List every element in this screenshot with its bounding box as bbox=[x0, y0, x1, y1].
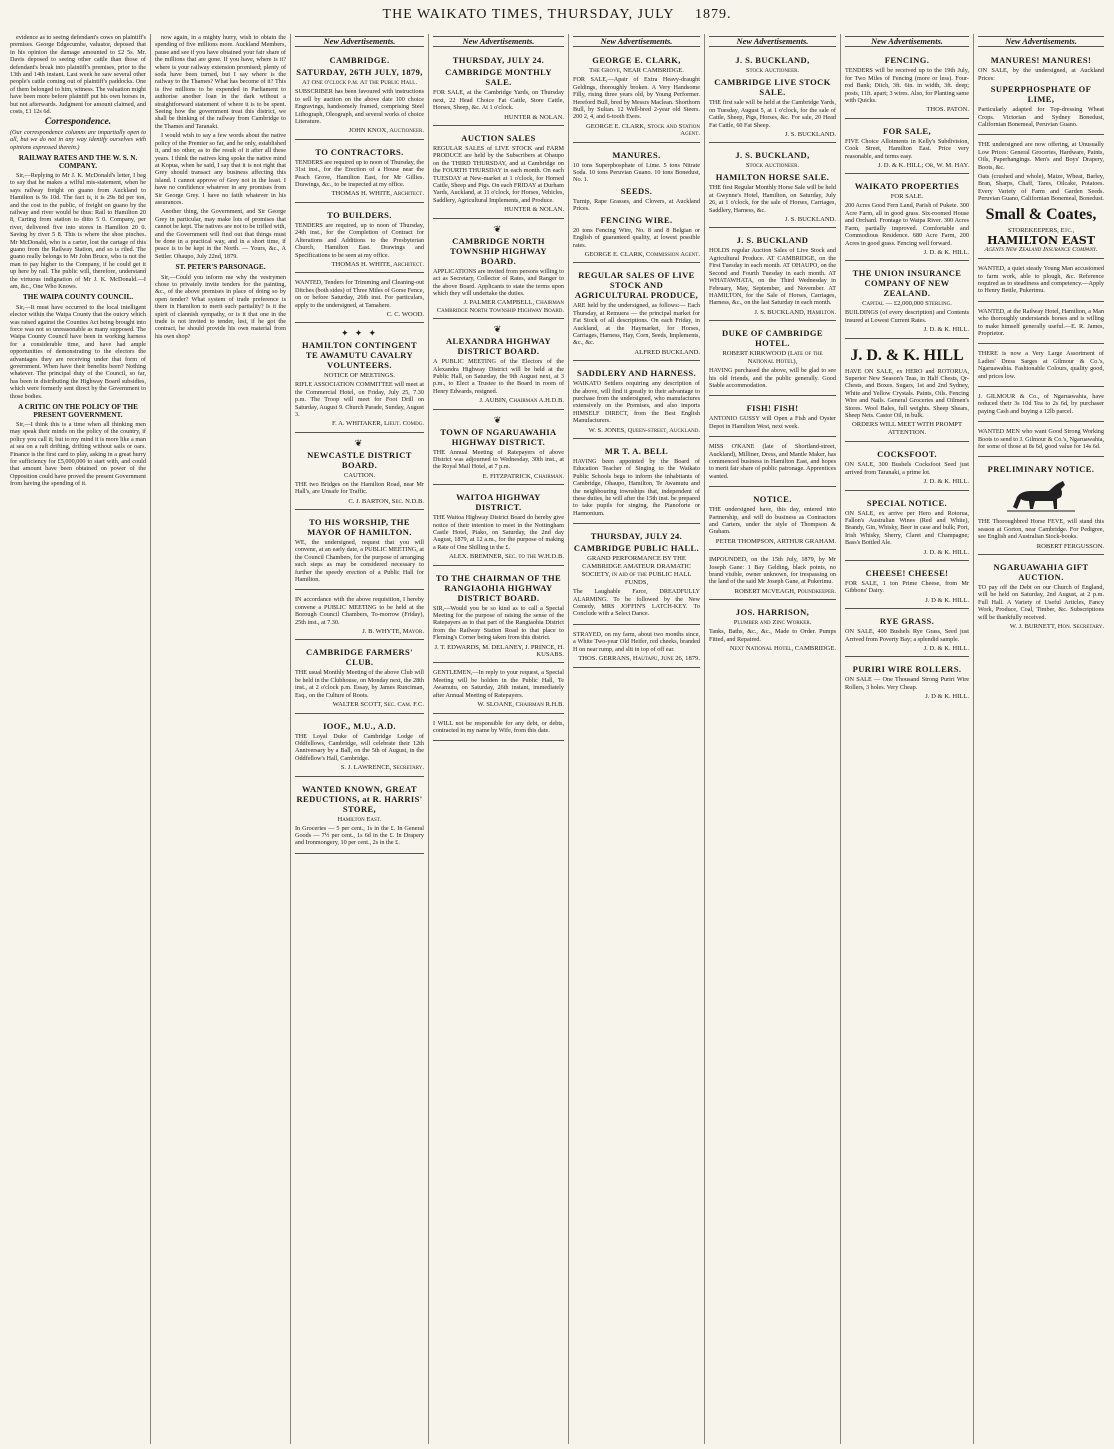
advertisement bbox=[845, 611, 969, 657]
letter-body: Sir,—It must have occurred to the local intelligent elector within the Waipa County that the outcry which was raised against the Counties Act being brought into force was not so unreasonable as many supposed. The Waipa County Council have been in working harness for a considerable time, and have had ample opportunities of demonstrating to the electors the advantages they are receiving under that form of government. When have their benefits been? Nothing whatever. The principal duty of the Council, so far, has been in distributing the Highway Board subsidies, which were formerly sent direct by the Government to those bodies. bbox=[10, 303, 146, 400]
ad-signature: WALTER SCOTT, Sec. Cam. F.C. bbox=[332, 701, 424, 709]
coat-of-arms-icon: ❦ bbox=[493, 324, 504, 335]
ad-heading: PURIRI WIRE ROLLERS. bbox=[852, 664, 962, 675]
advertisement bbox=[709, 50, 836, 143]
ad-subheading: GRAND PERFORMANCE BY THE CAMBRIDGE AMATEUR DRAMATIC SOCIETY, in aid of the PUBLIC HALL FUNDS, bbox=[581, 555, 692, 587]
ad-body: ON SALE, 400 Bushels Rye Grass, Seed just Arrived from Poverty Bay; a splendid sample. bbox=[845, 628, 969, 643]
column-header: New Advertisements. bbox=[433, 36, 564, 47]
column-2 bbox=[151, 34, 291, 1444]
ad-signature: J. D. & K. HILL. bbox=[923, 548, 969, 556]
column-header: New Advertisements. bbox=[845, 36, 969, 47]
columns bbox=[6, 34, 1108, 1444]
correspondence-note: (Our correspondence columns are impartially open to all, but we do not in any way identify ourselves with opinions expressed therein.) bbox=[10, 128, 146, 151]
advertisement bbox=[573, 627, 700, 668]
advertisement bbox=[978, 557, 1104, 634]
ad-display-heading: Small & Coates, bbox=[985, 205, 1097, 223]
ad-heading: SADDLERY AND HARNESS. bbox=[576, 368, 697, 379]
ad-date: SATURDAY, 26TH JULY, 1879, bbox=[296, 67, 423, 78]
advertisement bbox=[295, 435, 424, 510]
ad-body: Tanks, Baths, &c., &c., Made to Order. Pumps Fitted, and Repaired. bbox=[709, 628, 836, 643]
ad-body: MISS O'KANE (late of Shortland-street, Auckland), Milliner, Dress, and Mantle Maker, has commenced business in Hamilton East, and hopes to merit fair share of public patronage. Apprentices wanted. bbox=[709, 443, 836, 480]
ad-display-heading: J. D. & K. HILL bbox=[850, 346, 964, 364]
ad-signature: E. FITZPATRICK, Chairman. bbox=[482, 472, 564, 480]
ad-heading: FENCING. bbox=[884, 55, 930, 66]
ad-signature: THOMAS H. WHITE, Architect. bbox=[331, 260, 424, 268]
advertisement bbox=[433, 128, 564, 219]
ad-signature: ALEX. BREMNER, Sec. to the W.H.D.B. bbox=[448, 553, 564, 561]
letter-body: I would wish to say a few words about the native policy of the Premier so far, and he only, established it, and no other, as to the result of it after all these years. I think the natives king spoke the native mind at Kopua, when he said, I say that it is not right that Grey should transact any business affecting this island. I cannot approve of Grey not in the least. I have no confidence whatever in any promises from Sir George Grey. I have no faith whatever in his assurances. bbox=[155, 132, 286, 206]
ad-heading: CAMBRIDGE PUBLIC HALL. bbox=[573, 543, 700, 554]
ad-body: A PUBLIC MEETING of the Electors of the Alexandra Highway District will be held at the Public Hall, on Saturday, the 9th August next, at 3 p.m., to Elect a Trustee to the Board in room of Henry Edwards, resigned. bbox=[433, 358, 564, 395]
ad-heading: PRELIMINARY NOTICE. bbox=[987, 464, 1095, 475]
advertisement bbox=[978, 137, 1104, 259]
ad-body: REGULAR SALES of LIVE STOCK and FARM PRODUCE are held by the Subscribers at Ohaupo on the THIRD THURSDAY, and at Cambridge on the FOURTH THURSDAY in each month. On each TUESDAY at New-market at 1 o'clock, for Horned Cattle, Sheep and Pigs. On each FRIDAY at Durham Yards, Auckland, at 11 o'clock, for Horses, Vehicles, Saddlery, Agricultural Implements, and Produce. bbox=[433, 145, 564, 204]
ad-body: THE first Regular Monthly Horse Sale will be held at Gwynne's Hotel, Hamilton, on Saturday, July 26, at 1 o'clock, for the sale of Horses, Carriages, Saddlery, Harness, &c. bbox=[709, 184, 836, 214]
ad-body: HOLDS regular Auction Sales of Live Stock and Agricultural Produce. AT CAMBRIDGE, on the First Tuesday in each month. AT OHAUPO, on the Second and Fourth Tuesday in each month. AT WHATAWHATA, on the Third Wednesday in February, May, September, and November. AT HAMILTON, for the Sale of Horses, Carriages, Harness, &c., on the last Saturday in each month. bbox=[709, 247, 836, 307]
column-3 bbox=[291, 34, 429, 1444]
ad-subheading: CAUTION. bbox=[343, 471, 376, 479]
ad-body: HAVING purchased the above, will be glad to see his old friends, and the public generally. Good Stable accommodation. bbox=[709, 367, 836, 389]
ad-body: In Groceries — 5 per cent., 1s in the £. In General Goods — 7½ per cent., 1s 6d in the £. In Drapery and Ironmongery, 10 per cent., 2s in the £. bbox=[295, 824, 424, 847]
ad-heading: WAITOA HIGHWAY DISTRICT. bbox=[456, 492, 541, 513]
ad-heading: CHEESE! CHEESE! bbox=[865, 568, 949, 579]
ad-body: FIVE Choice Allotments in Kelly's Subdivision, Cook Street, Hamilton East. Price very reasonable, and terms easy. bbox=[845, 137, 969, 160]
advertisement bbox=[433, 716, 564, 742]
ad-body: ON SALE, ex arrive per Hero and Rotorua, Fallon's Australian Wines (Red and White), Brandy, Gin, Whisky, Beer in case and bulk; Port, Irish Whisky, Sherry, Claret and Champagne; Bass's Bottled Ale. bbox=[845, 509, 969, 547]
advertisement bbox=[709, 489, 836, 550]
advertisement bbox=[573, 50, 700, 142]
ad-signature: J. PALMER CAMPBELL, Chairman Cambridge North Township Highway Board. bbox=[436, 299, 564, 314]
advertisement bbox=[709, 439, 836, 487]
advertisement bbox=[845, 493, 969, 561]
advertisement bbox=[845, 263, 969, 338]
ad-heading: REGULAR SALES OF LIVE STOCK AND AGRICULTURAL PRODUCE, bbox=[574, 270, 699, 301]
column-header: New Advertisements. bbox=[978, 36, 1104, 47]
ad-signature: JOHN KNOX, Auctioneer. bbox=[348, 127, 424, 135]
advertisement bbox=[978, 389, 1104, 422]
advertisement bbox=[845, 50, 969, 118]
advertisement bbox=[433, 412, 564, 486]
ad-heading: TO CONTRACTORS. bbox=[315, 146, 404, 157]
advertisement bbox=[295, 592, 424, 640]
ad-signature: J. D. & K. HILL; Or, W. M. HAY. bbox=[877, 162, 969, 170]
ad-heading: WAIKATO PROPERTIES bbox=[854, 181, 960, 192]
news-lead: evidence as to seeing defendant's cows on plaintiff's premises. George Edgecumbe, valuator, deposed that in his opinion the damage amounted to £2 5s. Mr. Davis deposed to seeing other cattle than those of defendant's break into plaintiff's premises, prior to the 13th and 14th instant. Last week he saw several other people's cattle coming out of plaintiff's paddocks. One of them belonged to him, witness. The valuation might have been more before plaintiff put his own horses in, but not afterwards. Judgment for amount claimed, and costs, £1 12s 6d. bbox=[10, 34, 146, 116]
ad-signature: GEORGE E. CLARK, Commission Agent. bbox=[584, 250, 700, 258]
ad-heading: CAMBRIDGE. bbox=[329, 55, 390, 66]
advertisement bbox=[573, 441, 700, 524]
ad-signature: J. B. WHYTE, Mayor. bbox=[362, 628, 424, 636]
ad-body: THE Waitoa Highway District Board do hereby give notice of their intention to meet in the Nottingham Castle Hotel, Piako, on Saturday, the 2nd day August, 1879, at 12 a.m., for the purpose of making a Rate of One Shilling in the £. bbox=[433, 514, 564, 551]
ad-subheading: Hamilton East. bbox=[337, 815, 382, 823]
ad-heading: FOR SALE, bbox=[883, 125, 931, 136]
ad-signature: F. A. WHITAKER, Lieut. Comdg. bbox=[332, 420, 424, 428]
paper-year: 1879. bbox=[694, 7, 732, 22]
letter-body: Sir,—Could you inform me why the vestrymen chose to privately invite tenders for the painting, &c., of the above premises in place of doing so by open tender? What system of trade preference is there in Hamilton to merit such partiality? Is it the spirit of clannish sympathy, or is it that one in the trade is not invited to tender, lest, if he got the contract, he should provide his own material from his own shop? bbox=[155, 273, 286, 340]
ad-body: TO pay off the Debt on our Church of England, will be held on Saturday, 2nd August, at 2 p.m. Full Hall. A Variety of Useful Articles, Fancy Work, Produce, Coal, Timber, &c. Subscriptions will be thankfully received. bbox=[978, 584, 1104, 621]
coat-of-arms-icon: ❦ bbox=[493, 414, 504, 425]
ad-signature: THOS. PATON. bbox=[926, 106, 969, 114]
ad-body: HAVE ON SALE, ex HERO and ROTORUA, Superior New Season's Teas, in Half Chests, Qr-Chests, and Boxes. Sugars, 1st and 2nd Sydney, White and Yellow Crystals. Paints, Oils. Fencing Wire and Nails. General Groceries and Oilmen's Stores. Wool Bales, full weights. Sheep Shears, Sheep Nets. Castor Oil, in bulk. bbox=[845, 367, 969, 419]
ad-body: WANTED MEN who want Good Strong Working Boots to send to J. Gilmour & Co.'s, Ngaruawahia, for some of those at 8s 6d, good value for 14s 6d. bbox=[978, 428, 1104, 450]
ad-body: THE undersigned have, this day, entered into Partnership, and will do business as Contractors and Carters, under the style of Thompson & Graham. bbox=[709, 506, 836, 536]
advertisement bbox=[709, 323, 836, 396]
ad-body: SIR,—Would you be so kind as to call a Special Meeting for the purpose of raising the sense of the Ratepayers as to that part of the Rangiaohia District from the Railway Station Road to that place to Fleming's Corner being taken from this district. bbox=[433, 604, 564, 642]
ad-body: BUILDINGS (of every description) and Contents insured at Lowest Current Rates. bbox=[845, 309, 969, 324]
ad-heading: FENCING WIRE. bbox=[600, 214, 673, 225]
ad-signature: J. D & K. HILL. bbox=[925, 693, 969, 701]
ad-signature: C. C. WOOD. bbox=[386, 310, 424, 318]
advertisement bbox=[845, 341, 969, 443]
ad-body: HAVING been appointed by the Board of Education Teacher of Singing to the Waikato Public Schools begs to inform the inhabitants of Cambridge, Ohaupo, Hamilton, Te Awamutu and the neighbouring townships that, independent of these duties, he will after the 15th inst. be prepared to take pupils for singing, the Pianoforte or Harmonium. bbox=[573, 458, 700, 517]
ad-body: SUBSCRIBER has been favoured with instructions to sell by auction on the above date 100 choice Engravings, handsomely framed, comprising Steel Lithograph, Oleograph, and several works of choice Literature. bbox=[295, 88, 424, 126]
advertisement bbox=[295, 205, 424, 273]
ad-body: WANTED, Tenders for Trimming and Cleaning-out Ditches (both sides) of Three Miles of Gorse Fence, on or before Saturday, 26th inst. For particulars, apply to the undersigned, at Tamahere. bbox=[295, 279, 424, 309]
advertisement bbox=[295, 142, 424, 203]
column-header: New Advertisements. bbox=[709, 36, 836, 47]
ad-subheading: Stock Auctioneer. bbox=[745, 67, 800, 75]
ad-subheading: Stock Auctioneer. bbox=[745, 162, 800, 170]
ad-heading: GEORGE E. CLARK, bbox=[592, 55, 681, 66]
ad-body: WE, the undersigned, request that you will convene, at an early date, a PUBLIC MEETING, at the Council Chambers, for the purpose of arranging such steps as may be considered necessary to further the speedy erection of a Public Hall for Hamilton. bbox=[295, 539, 424, 584]
letter-body: Sir,—Replying to Mr J. K. McDonald's letter, I beg to say that he makes a wilful mis-statement, when he says railway freight on guano from Auckland to Hamilton is 9s 10d. The fact is, it is 29s 8d per ton, and the cost to the public, of freight on guano by the railway and river would be thus: Rail to Hamilton 20 8, Carting from station to ditto 5 0. Company, per river, delivered five into stores in Hamilton 20 0. Saving by river 5 8. This is where the shoe pinches. Mr McDonald, who is a carter, lost the cartage of this guano from the Railway Station, and so is riled. The guano really belongs to Mr John Bruce, who is not the man to pay higher to the Company, if he could get it up here by rail. The public will, therefore, understand the virtuous indignation of Mr J. K. McDonald.—I am, &c., One Who Knows. bbox=[10, 171, 146, 290]
ad-heading: COCKSFOOT. bbox=[877, 449, 937, 460]
ad-heading: CAMBRIDGE NORTH TOWNSHIP HIGHWAY BOARD. bbox=[450, 235, 547, 266]
ad-body: 200 Acres Good Fern Land, Parish of Pukete. 300 Acre Farm, all in good grass. Six-roomed House and Orchard. Frontage to Waipa River. 300 Acres Farm, partially improved. Comfortable and Commodious Residence. 680 Acre Farm, 200 Acres in good grass. Fencing well forward. bbox=[845, 202, 969, 247]
ad-body: ON SALE — One Thousand Strong Puriri Wire Rollers, 3 holes. Very Cheap. bbox=[845, 676, 969, 691]
ad-heading: MANURES! MANURES! bbox=[990, 55, 1092, 66]
horse-icon bbox=[1005, 477, 1077, 515]
ad-heading: ALEXANDRA HIGHWAY DISTRICT BOARD. bbox=[446, 336, 551, 357]
advertisement bbox=[433, 487, 564, 565]
ad-heading: THURSDAY, JULY 24. bbox=[590, 531, 683, 542]
advertisement bbox=[709, 398, 836, 437]
ornament-icon: ✦ ✦ ✦ bbox=[340, 328, 379, 339]
ad-signature: Next National Hotel, CAMBRIDGE. bbox=[729, 645, 836, 653]
advertisement bbox=[845, 176, 969, 261]
advertisement bbox=[709, 230, 836, 321]
ad-body: TENDERS are required up to noon of Thursday, the 31st inst., for the Erection of a House near the Peach Grove, Hamilton East, for Mr Gillies. Drawings, &c., to be inspected at my office. bbox=[295, 158, 424, 189]
ad-body: FOR SALE,—Apair of Extra Heavy-draught Geldings, thoroughly broken. A Very Handsome Filly, rising three years old, by Young Performer. Hereford Bull, bred by Messrs Maclean. Shorthorn Bull, by Sultan. 12 Well-bred 2-year old Steers. 200 2, 4, and 6-tooth Ewes. bbox=[573, 76, 700, 121]
ad-heading: TOWN OF NGARUAWAHIA HIGHWAY DISTRICT. bbox=[440, 426, 557, 447]
letter-body: Sir,—I think this is a time when all thinking men may speak their minds on the policy of the country, if policy you call it; but to my mind it is more like a man at sea on a raft drifting, drifting without sails or oars. Finance is the first card to play, asking in a great hurry for sufficiency for £5,000,000 to start with, and could that amount have been obtained on power of the Opposition could have proved the present Government from having the spending of it. bbox=[10, 420, 146, 488]
ad-body: The Laughable Farce, DREADFULLY ALARMING. To be followed by the New Comedy, MRS JOFFIN'S LATCH-KEY. To Conclude with a Select Dance. bbox=[573, 588, 700, 618]
ad-heading: DUKE OF CAMBRIDGE HOTEL. bbox=[722, 328, 823, 349]
ad-body: THE Loyal Duke of Cambridge Lodge of Oddfellows, Cambridge, will celebrate their 12th Anniversary by a Ball, on the 5th of August, in the Oddfellow's Hall, Cambridge. bbox=[295, 732, 424, 762]
ad-body: APPLICATIONS are invited from persons willing to act as Secretary, Collector of Rates, and Ranger to the above Board. Applicants to state the terms upon which they will undertake the duties. bbox=[433, 267, 564, 297]
column-6 bbox=[705, 34, 841, 1444]
ad-signature: J. D. & K. HILL. bbox=[923, 645, 969, 653]
advertisement bbox=[978, 346, 1104, 387]
column-header: New Advertisements. bbox=[573, 36, 700, 47]
ad-subheading: FOR SALE. bbox=[890, 193, 924, 201]
masthead bbox=[0, 0, 1114, 34]
advertisement bbox=[295, 642, 424, 713]
ad-signature: S. J. LAWRENCE, Secretary. bbox=[340, 764, 424, 772]
ad-body: TENDERS will be received up to the 19th July, for Two Miles of Fencing (more or less). Four-rod Bank; Ditch, 3ft. 6in. in width, 3ft. deep; posts, 11ft. apart; 3 wires. Also, for Planting same with Quicks. bbox=[845, 67, 969, 105]
column-1 bbox=[6, 34, 151, 1444]
advertisement bbox=[433, 50, 564, 126]
ad-body: ARE held by the undersigned, as follows:— Each Thursday, at Remuera — the principal market for Fat Stock of all descriptions. On each Friday, in Auckland, at the Haymarket, for Horses, Carriages, Harness, Hay, Corn, Seeds, Implements, &c., &c. bbox=[573, 302, 700, 347]
ad-signature: PETER THOMPSON, ARTHUR GRAHAM. bbox=[715, 537, 836, 545]
ad-signature: ALFRED BUCKLAND. bbox=[634, 348, 700, 356]
ad-heading: J. S. BUCKLAND, bbox=[735, 55, 810, 66]
ad-body: ON SALE, 300 Bushels Cocksfoot Seed just arrived from Taranaki, a prime lot. bbox=[845, 461, 969, 476]
ad-subheading: Capital — £2,000,000 Sterling. bbox=[862, 300, 952, 308]
ad-body: Oats (crushed and whole), Maize, Wheat, Barley, Bran, Sharps, Chaff, Tares, Oilcake, Potatoes. Every Variety of Farm and Garden Seeds. Peruvian Guano, Californian Bonemeal, Bonedust. bbox=[978, 173, 1104, 203]
ad-body: TENDERS are required, up to noon of Thursday, 24th inst., for the Completion of Contract for Alterations and Additions to the Presbyterian Church, Hamilton East. Drawings and Specifications to be seen at my office. bbox=[295, 221, 424, 259]
ad-signature: W. SLOANE, Chairman R.H.B. bbox=[477, 701, 564, 709]
ad-body: IN accordance with the above requisition, I hereby convene a PUBLIC MEETING to be held at the Borough Council Chambers, To-morrow (Friday), 25th inst., at 7.30. bbox=[295, 596, 424, 626]
column-5 bbox=[569, 34, 705, 1444]
advertisement bbox=[573, 526, 700, 625]
ad-heading: MANURES. bbox=[612, 149, 661, 160]
ad-body: WANTED, at the Railway Hotel, Hamilton, a Man who thoroughly understands horses and is willing to make himself generally useful.—E. R. James, Proprietor. bbox=[978, 307, 1104, 337]
advertisement bbox=[295, 50, 424, 139]
column-header: New Advertisements. bbox=[295, 36, 424, 47]
ad-heading: CAMBRIDGE MONTHLY SALE. bbox=[445, 67, 552, 88]
ad-body: Turnip, Rape Grasses, and Clovers, at Auckland Prices. bbox=[573, 197, 700, 213]
advertisement bbox=[295, 512, 424, 590]
advertisement bbox=[295, 325, 424, 432]
ad-signature: C. J. BARTON, Sec. N.D.B. bbox=[348, 497, 424, 505]
paper-name: THE WAIKATO TIMES, THURSDAY, JULY bbox=[382, 7, 675, 22]
ad-subheading: ORDERS WILL MEET WITH PROMPT ATTENTION. bbox=[851, 421, 963, 437]
ad-subheading: The Grove, NEAR CAMBRIDGE. bbox=[589, 67, 684, 75]
ad-signature: GEORGE E. CLARK, Stock and Station Agent. bbox=[586, 122, 700, 138]
ad-subheading: STOREKEEPERS, Etc., bbox=[1007, 226, 1075, 234]
masthead-title bbox=[0, 0, 1114, 30]
ad-body: THE usual Monthly Meeting of the above Club will be held in the Clubhouse, on Monday next, the 28th inst., at 2 o'clock p.m. Essay, by James Runciman, Esq., on the Culture of Roots. bbox=[295, 669, 424, 699]
advertisement bbox=[845, 444, 969, 490]
coat-of-arms-icon: ❦ bbox=[493, 223, 504, 234]
advertisement bbox=[709, 145, 836, 228]
ad-body: GENTLEMEN,—In reply to your request, a Special Meeting will be holden in the Public Hall, Te Awamutu, on Saturday, 26th instant, immediately after Annual Meeting of Ratepayers. bbox=[433, 669, 564, 699]
ad-body: THE first sale will be held at the Cambridge Yards, on Tuesday, August 5, at 1 o'clock, for the sale of Cattle, Sheep, Pigs, Horses, &c. For sale, 20 Head Fat Cattle, 60 Fat Sheep. bbox=[709, 99, 836, 129]
ad-body: I WILL not be responsible for any debt, or debts, contracted in my name by Wife, from this date. bbox=[433, 719, 564, 734]
ad-heading: TO THE CHAIRMAN OF THE RANGIAOHIA HIGHWAY DISTRICT BOARD. bbox=[435, 572, 562, 603]
ad-body: ANTONIO GUSSY will Open a Fish and Oyster Depot in Hamilton West, next week. bbox=[709, 415, 836, 430]
advertisement bbox=[845, 659, 969, 704]
advertisement bbox=[709, 602, 836, 656]
ad-subheading: Plumber and Zinc Worker. bbox=[733, 619, 812, 627]
ad-heading: SEEDS. bbox=[620, 185, 653, 196]
advertisement bbox=[433, 568, 564, 664]
ad-heading: SPECIAL NOTICE. bbox=[866, 497, 948, 508]
ad-heading: THURSDAY, JULY 24. bbox=[452, 55, 545, 66]
advertisement bbox=[845, 121, 969, 175]
advertisement bbox=[573, 145, 700, 264]
ad-signature: J. T. EDWARDS, M. DELANEY, J. PRINCE, H. KUSABS. bbox=[434, 643, 564, 659]
ad-heading: MR T. A. BELL bbox=[604, 446, 669, 456]
ad-signature: J. D. & K. HILL. bbox=[923, 326, 969, 334]
ad-heading: NEWCASTLE DISTRICT BOARD. bbox=[307, 449, 412, 470]
ad-signature: J. D & K. HILL. bbox=[925, 596, 969, 604]
ad-body: FOR SALE, at the Cambridge Yards, on Thursday next, 22 Head Choice Fat Cattle, Store Cattle, Horses, Sheep, &c. At 1 o'clock. bbox=[433, 89, 564, 112]
advertisement bbox=[295, 779, 424, 854]
correspondence-heading: Correspondence. bbox=[44, 117, 112, 128]
advertisement bbox=[978, 50, 1104, 135]
ad-body: 20 tons Fencing Wire, No. 8 and 8 Belgian or English of guaranteed quality, at lowest possible rates. bbox=[573, 226, 700, 249]
ad-signature: THOMAS H. WHITE, Architect. bbox=[331, 190, 424, 198]
ad-heading: FISH! FISH! bbox=[746, 403, 799, 414]
column-8 bbox=[974, 34, 1108, 1444]
ad-body: FOR SALE, 1 ton Prime Cheese, from Mr Gibbons' Dairy. bbox=[845, 580, 969, 595]
advertisement bbox=[978, 459, 1104, 555]
ad-heading: J. S. BUCKLAND bbox=[736, 235, 809, 246]
ad-heading: HAMILTON HORSE SALE. bbox=[715, 172, 830, 183]
ad-heading: AUCTION SALES bbox=[461, 133, 536, 144]
ad-signature: J. S. BUCKLAND, Hamilton. bbox=[754, 308, 836, 316]
ad-signature: J. D. & K. HILL. bbox=[923, 248, 969, 256]
coat-of-arms-icon: ❦ bbox=[354, 437, 365, 448]
advertisement bbox=[978, 304, 1104, 345]
ad-heading: THE UNION INSURANCE COMPANY OF NEW ZEALAND. bbox=[852, 268, 962, 299]
advertisement bbox=[573, 363, 700, 439]
ad-body: WANTED, a quiet steady Young Man accustomed to farm work, able to plough, &c. Reference required as to steadiness and competency.—Apply to Henry Bettle, Pukerimu. bbox=[978, 265, 1104, 295]
ad-body: WAIKATO Settlers requiring any description of the above, will find it greatly to their advantage to purchase from the undersigned, who manufactures extensively on the Premises, and also imports HIMSELF DIRECT, from the Best English Manufacturers. bbox=[573, 380, 700, 425]
letter-title: THE WAIPA COUNTY COUNCIL. bbox=[22, 293, 134, 302]
advertisement bbox=[709, 552, 836, 600]
column-4 bbox=[429, 34, 569, 1444]
ad-heading: SUPERPHOSPHATE OF LIME, bbox=[990, 84, 1092, 105]
ad-body: RIFLE ASSOCIATION COMMITTEE will meet at the Commercial Hotel, on Friday, July 25, 7.30 p.m. The Troop will meet for Foot Drill on Saturday, August 9. Church Parade, Sunday, August 3. bbox=[295, 381, 424, 418]
ad-signature: W. J. BURNETT, Hon. Secretary. bbox=[1009, 623, 1104, 631]
ad-note: Agents New Zealand Insurance Company. bbox=[984, 246, 1098, 254]
ad-body: THE Thoroughbred Horse FEVE, will stand this season at Gorton, near Cambridge. For Pedigree, see English and Australian Stock-books. bbox=[978, 518, 1104, 541]
ad-heading: TO BUILDERS. bbox=[327, 209, 392, 220]
ad-heading: HAMILTON EAST bbox=[987, 233, 1095, 247]
advertisement bbox=[978, 424, 1104, 457]
advertisement bbox=[295, 716, 424, 777]
advertisement bbox=[433, 665, 564, 713]
advertisement bbox=[573, 265, 700, 361]
ad-body: STRAYED, on my farm, about two months since, a White Two-year Old Heifer, red cheeks, branded H on near rump, and slit in top of off ear. bbox=[573, 630, 700, 653]
letter-body: Another thing, the Government, and Sir George Grey in particular, may make lots of promises that cannot be kept. The natives are not to be trifled with, and the Government will find out that things must be done in a practical way, and in a short time, if peace is to be kept in the North. — Yours, &c., A Settler. Ohaupo, July 22nd, 1879. bbox=[155, 208, 286, 260]
column-7 bbox=[841, 34, 974, 1444]
ad-signature: THOS. GERRANS, Hautapu, June 26, 1879. bbox=[578, 655, 700, 663]
ad-body: THE Annual Meeting of Ratepayers of above District was adjourned to Wednesday, 30th inst., at the Royal Mail Hotel, at 7 p.m. bbox=[433, 448, 564, 471]
ad-subheading: NOTICE OF MEETINGS. bbox=[324, 372, 395, 380]
ad-signature: HUNTER & NOLAN. bbox=[504, 206, 564, 214]
letter-body: now again, in a mighty hurry, wish to obtain the spending of five millions more. Auckland Members, pause and see if you have obtained your fair share of the millions that are gone. If you have, where is it? where is your railway extension promised; plenty of soda have been turned, but I say where is the railway to the Thames? What has become of it? This is five millions to be expended in Parliament to authorise another loan in the dark without a straightforward statement of where it is to be spent. Seeing how the government treat this district, we shall be thinking of the railway from Cambridge to the Thames and Taranaki. bbox=[155, 34, 286, 130]
ad-body: THERE is now a Very Large Assortment of Ladies' Dress Sarges at Gilmour & Co.'s, Ngaruawahia. Fashionable Colours, quality good, and prices low. bbox=[978, 350, 1104, 380]
ad-heading: NGARUAWAHIA GIFT AUCTION. bbox=[993, 562, 1089, 583]
advertisement bbox=[433, 321, 564, 409]
ad-body: THE two Bridges on the Hamilton Road, near Mr Hall's, are Unsafe for Traffic. bbox=[295, 480, 424, 496]
ad-heading: TO HIS WORSHIP, THE MAYOR OF HAMILTON. bbox=[307, 517, 412, 537]
ad-heading: CAMBRIDGE FARMERS' CLUB. bbox=[306, 647, 413, 668]
ad-signature: J. D. & K. HILL. bbox=[923, 478, 969, 486]
advertisement bbox=[978, 261, 1104, 302]
ad-signature: J. AUBIN, Chairman A.H.D.B. bbox=[479, 397, 564, 405]
ad-heading: HAMILTON CONTINGENT TE AWAMUTU CAVALRY VOLUNTEERS. bbox=[301, 340, 418, 371]
ad-heading: RYE GRASS. bbox=[879, 616, 935, 627]
ad-body: J. GILMOUR & Co., of Ngaruawahia, have reduced their 3s 10d Tea to 2s 6d, by purchaser paying Cash and buying a 12lb parcel. bbox=[978, 392, 1104, 415]
ad-body: Particularly adapted for Top-dressing Wheat Crops. Victorian and Sydney Bonedust, Californian Bonemeal, Peruvian Guano. bbox=[978, 106, 1104, 129]
ad-heading: IOOF., M.U., A.D. bbox=[323, 720, 396, 731]
advertisement bbox=[433, 221, 564, 319]
letter-title: ST. PETER'S PARSONAGE. bbox=[175, 263, 266, 272]
advertisement bbox=[845, 563, 969, 609]
ad-heading: NOTICE. bbox=[753, 494, 792, 505]
ad-body: ON SALE, by the undersigned, at Auckland Prices: bbox=[978, 67, 1104, 82]
ad-signature: HUNTER & NOLAN. bbox=[504, 113, 564, 121]
advertisement bbox=[295, 275, 424, 323]
ad-heading: J. S. BUCKLAND, bbox=[735, 150, 810, 161]
ad-signature: J. S. BUCKLAND. bbox=[784, 216, 836, 224]
ad-signature: W. S. JONES, Queen-street, Auckland. bbox=[588, 426, 700, 434]
ad-subheading: ROBERT KIRKWOOD (Late of the National Hotel), bbox=[722, 350, 823, 366]
ad-heading: CAMBRIDGE LIVE STOCK SALE. bbox=[714, 77, 831, 98]
ad-subheading: At One o'clock p.m. At the Public Hall. bbox=[301, 79, 418, 87]
ad-heading: WANTED KNOWN, GREAT REDUCTIONS, at R. HARRIS' STORE, bbox=[296, 783, 423, 814]
ad-body: THE undersigned are now offering, at Unusually Low Prices: General Groceries, Hardware, Paints, Oils, Paperhangings. Men's and Boys' Drapery, Boots, &c. bbox=[978, 141, 1104, 171]
ad-heading: JOS. HARRISON, bbox=[735, 607, 810, 618]
ad-body: IMPOUNDED, on the 15th July, 1879, by Mr Joseph Gane: 1 Bay Gelding, black points, no brand visible, owner unknown, for trespassing on the land of the said Mr Joseph Gane, at Pukerimu. bbox=[709, 556, 836, 586]
ad-body: 10 tons Superphosphate of Lime. 5 tons Nitrate Soda. 10 tons Peruvian Guano. 10 tons Bonedust, No. 1. bbox=[573, 161, 700, 184]
ad-signature: ROBERT McVEAGH, Poundkeeper. bbox=[734, 587, 836, 595]
ad-signature: J. S. BUCKLAND. bbox=[784, 131, 836, 139]
letter-title: A CRITIC ON THE POLICY OF THE PRESENT GOVERNMENT. bbox=[18, 403, 138, 419]
ad-signature: ROBERT FERGUSSON. bbox=[1036, 542, 1104, 550]
letter-title: RAILWAY RATES AND THE W. S. N. COMPANY. bbox=[18, 154, 138, 170]
